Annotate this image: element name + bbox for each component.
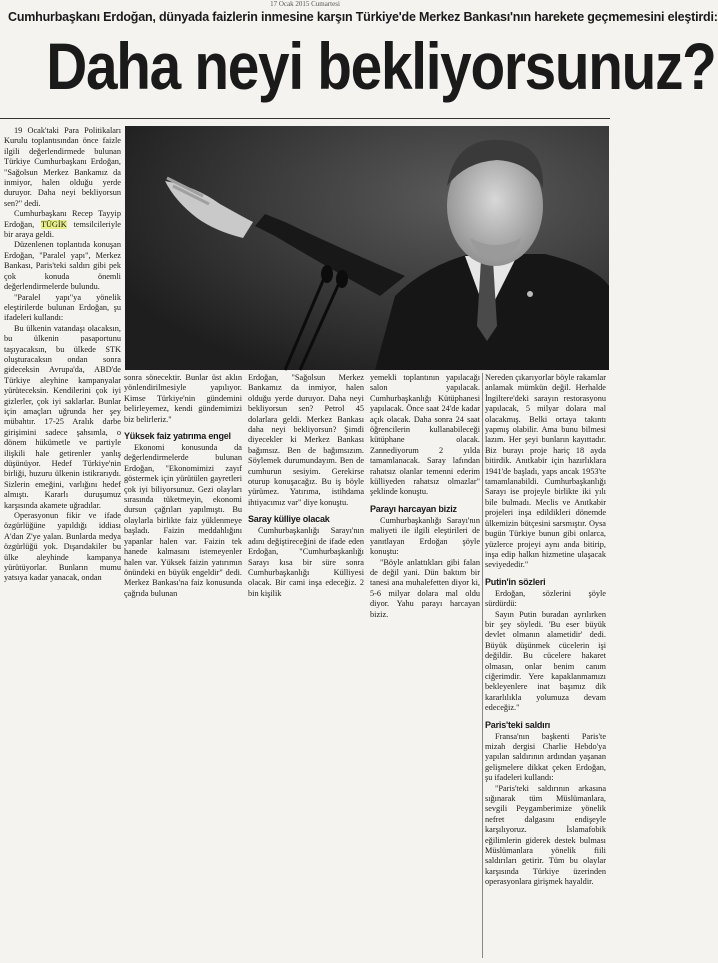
- speaker-photo: [125, 126, 609, 370]
- paragraph: Fransa'nın başkenti Paris'te mizah dergisi Charlie Hebdo'ya yapılan saldırının ardından yaşanan gelişmelere dikkat çeken Erdoğan, şu ifadeleri kullandı:: [485, 731, 606, 783]
- article-photo: [125, 126, 609, 370]
- column-4: [370, 373, 480, 620]
- column-1: [4, 126, 121, 584]
- paragraph: Bu ülkenin vatandaşı olacaksın, bu ülkenin pasaportunu taşıyacaksın, bu ülkede STK oluşturacaksın ondan sonra gideceksin Avrupa'da, ABD'de Türkiye aleyhine kampanyalar yürüteceksin. Kendilerini çok iyi gizlerler, çok iyi saklarlar. Bunlar için amaçları uğrunda her şey mübahtır. 17-25 Aralık darbe girişimini sadece şahsımla, o dönem hükümetle ve partiyle ilişkili hale getirenler yanlış düşünüyor. Hedef Türkiye'nin birliği, huzuru ülkenin istikrarıydı. Sizlerin emeğini, varlığını hedef almıştı. Kararlı duruşumuz karşısında akamete uğradılar.: [4, 323, 121, 510]
- headline-rule: [0, 118, 610, 119]
- paragraph: Düzenlenen toplantıda konuşan Erdoğan, "Paralel yapı", Merkez Bankası, Paris'teki saldırı gibi pek çok konuda önemli değerlendirmelerde bulundu.: [4, 240, 121, 292]
- kicker: Cumhurbaşkanı Erdoğan, dünyada faizlerin inmesine karşın Türkiye'de Merkez Bankası'nın harekete geçmemesini eleştirdi:: [8, 10, 718, 24]
- column-3: [248, 373, 364, 599]
- paragraph: "Paralel yapı"ya yönelik eleştirilerde bulunan Erdoğan, şu ifadeleri kullandı:: [4, 292, 121, 323]
- highlighted-text: TÜGİK: [40, 219, 67, 229]
- text-span: Cumhurbaşkanı Recep Tayyip Erdoğan,: [4, 209, 121, 229]
- subheading: Putin'in sözleri: [485, 576, 546, 587]
- subheading: Saray külliye olacak: [248, 514, 330, 525]
- column-2: [124, 373, 242, 599]
- headline: Daha neyi bekliyorsunuz?: [46, 29, 716, 103]
- paragraph: "Böyle anlattıkları gibi falan de değil yani. Dün baktım bir tanesi ana muhalefetten diyor ki, 5-6 milyar dolara mal oldu diyor. Yahu parayı harcayan biziz.: [370, 557, 480, 619]
- paragraph: 19 Ocak'taki Para Politikaları Kurulu toplantısından önce faizle ilgili değerlendirmede bulunan Türkiye Cumhurbaşkanı Erdoğan, "Sağolsun Merkez Bankamız da inmiyor, halen olduğu yerde duruyor. Daha neyi bekliyorsun sen?" dedi.: [4, 126, 121, 208]
- paragraph: Sayın Putin buradan ayrılırken bir şey söyledi. 'Bu eser büyük devlet olmanın alametidir' dedi. Büyük düşünmek cücelerin işi değildir. Bu cücelere hakaret olmasın, onlar benim canım ciğerimdir. Yere kapaklanmamızı bekleyenlere inat başımız dik kararlılıkla yolumuza devam edeceğiz.": [485, 609, 606, 713]
- subheading: Yüksek faiz yatırıma engel: [124, 431, 231, 442]
- dateline: 17 Ocak 2015 Cumartesi: [270, 0, 340, 8]
- paragraph: yemekli toplantının yapılacağı salon yapılacak. Cumhurbaşkanlığı Kütüphanesi yapılacak. Önce saat 24'de kadar açık olacak. Daha sonra 24 saat öğrencilerin kullanabileceği kütüphane olacak. Zannediyorum 2 yılda tamamlanacak. Saray lafından rahatsız olanlar temenni ederim külliyeden rahatsız olmazlar" şeklinde konuştu.: [370, 373, 480, 497]
- paragraph: Erdoğan, sözlerini şöyle sürdürdü:: [485, 588, 606, 609]
- column-5: [485, 373, 606, 888]
- paragraph: Operasyonun fikir ve ifade özgürlüğüne yapıldığı iddiası A'dan Z'ye yalan. Bunlarda medya özgürlüğü yok. Dışarıdakiler bu ülke aleyhinde kampanya yürütüyorlar. Bunların mumu yatsıya kadar yanacak, ondan: [4, 511, 121, 583]
- subheading: Paris'teki saldırı: [485, 719, 551, 730]
- paragraph: "Paris'teki saldırının arkasına sığınarak tüm Müslümanlara, sevgili Peygamberimize yönelik nefret dalgasını endişeyle karşılıyoruz. İslamafobik eğilimlerin giderek destek bulması Müslümanlara yönelik fiili saldırıları getirir. Tüm bu olaylar karşısında Türkiye üzerinden operasyonlara girişmek hayaldir.: [485, 783, 606, 887]
- paragraph: Erdoğan, "Sağolsun Merkez Bankamız da inmiyor, halen olduğu yerde duruyor. Daha neyi bekliyorsun sen? Petrol 45 dolarlara geldi. Merkez Bankası daha neyi bekliyorsun? Şimdi diyecekler ki Merkez Bankası bağımsız. Ben de bağımsızım. Söylemek durumundayım. Ben de cumhurun sesiyim. Gerekirse oturup konuşacağız. Bu iş böyle yürümez. Yatırıma, istihdama ihtiyacımız var" diye konuştu.: [248, 373, 364, 507]
- paragraph: Cumhurbaşkanlığı Sarayı'nın maliyeti ile ilgili eleştirileri de yanıtlayan Erdoğan şöyle konuştu:: [370, 515, 480, 557]
- column-divider: [482, 373, 483, 958]
- paragraph: [4, 209, 121, 240]
- paragraph: sonra sönecektir. Bunlar üst aklın yönlendirilmesiyle yapılıyor. Kimse Türkiye'nin gündemini belirleyemez, kendi gündemimizi biz belirleriz.": [124, 373, 242, 424]
- paragraph: Ekonomi konusunda da değerlendirmelerde bulunan Erdoğan, "Ekonomimizi zayıf göstermek için yürütülen gayretleri çok iyi biliyorsunuz. Gezi olayları sırasında tüketmeyin, ekonomi dursun çağrıları yapılmıştı. Bu olaylarla birlikte faiz yüklenmeye başladı. Faizin meddahlığını yapanlar halen var. Faizin tek hanede kalmasını istemeyenler halen var. Yüksek faizin yatırımın önündeki en büyük engeldir" dedi. Merkez Bankası'na faiz konusunda çağrıda bulunan: [124, 443, 242, 598]
- paragraph: Nereden çıkarıyorlar böyle rakamlar anlamak mümkün değil. Herhalde İngiltere'deki sarayın restorasyonu yapılacak, 5 milyar dolara mal olacakmış. Belki ortaya takıntı yapmış olabilir. Ama bunu bilmesi lazım. Her şeyi bunların kayıttadır. Biz burayı proje hariç 18 ayda bitirdik. Anıtkabir için hazırlıklara 1941'de başladı, yaps ancak 1953'te tamamlanabildi. Cumhurbaşkanlığı Sarayı ise projeyle birlikte iki yılı bile bulmadı. Meclis ve Anıtkabir projeleri inşa edildikleri dönemde ülkemizin bütçesini sarsmıştır. Oysa bugün Türkiye bunun gibi onlarca, yüzlerce projeyi aynı anda bitirip, inşa edip halkın hizmetine ulaşacak seviyededir.": [485, 373, 606, 570]
- text-span: temsilcileriyle bir araya geldi.: [4, 219, 121, 240]
- subheading: Parayı harcayan biziz: [370, 503, 457, 514]
- paragraph: Cumhurbaşkanlığı Sarayı'nın adını değiştireceğini de ifade eden Erdoğan, "Cumhurbaşkanlığı Sarayı kısa bir süre sonra Cumhurbaşkanlığı Külliyesi olacak. Bir cami inşa edeceğiz. 2 bin kişilik: [248, 526, 364, 598]
